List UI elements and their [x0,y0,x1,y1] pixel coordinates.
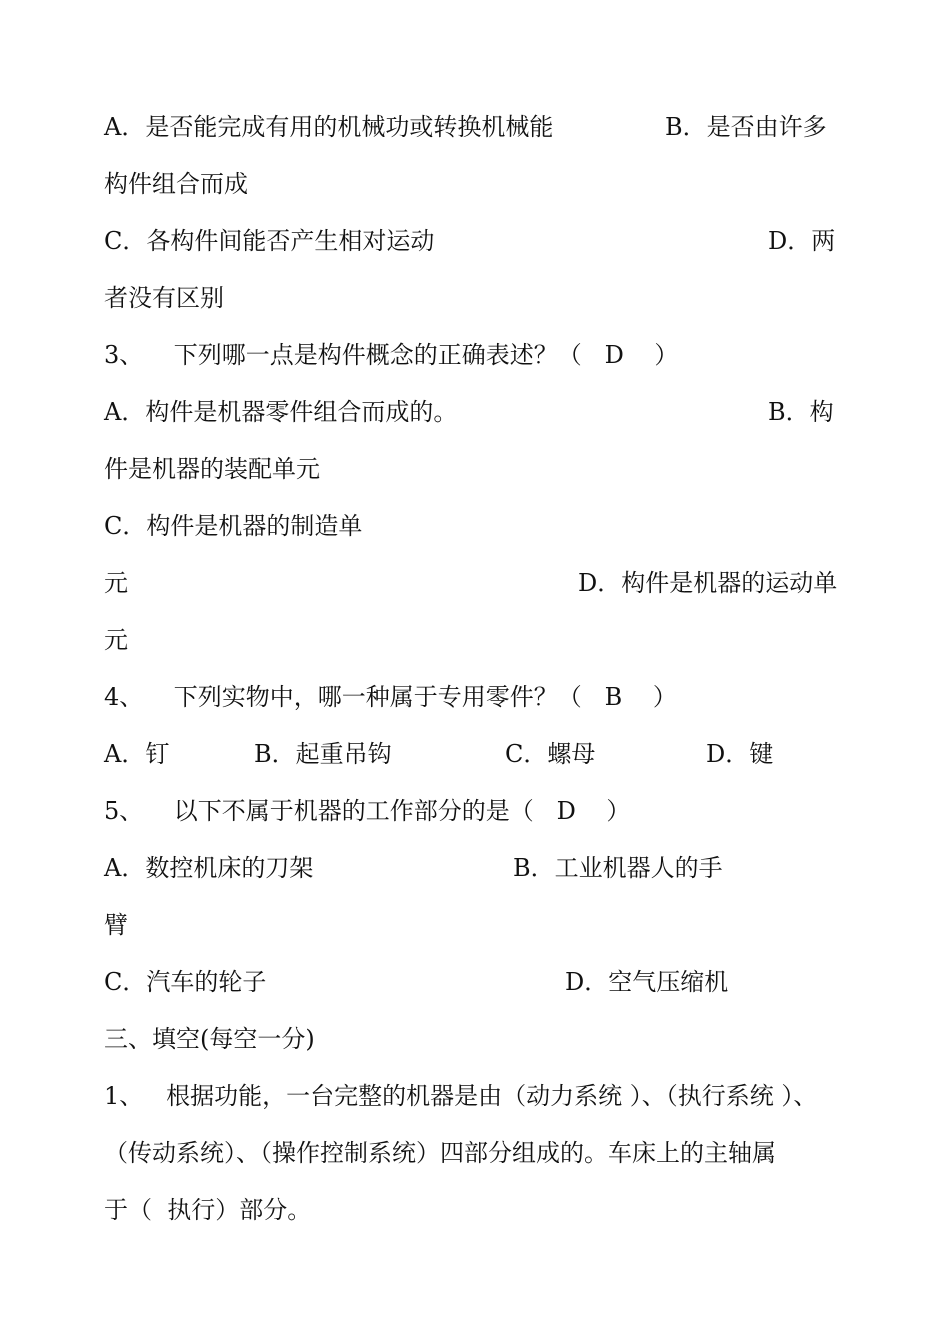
q3-option-d: D．构件是机器的运动单 [578,569,838,597]
fill-q1-line2: （传动系统）、（操作控制系统）四部分组成的。车床上的主轴属 [104,1139,776,1167]
q2-option-d: D．两 [768,227,836,255]
q3-option-b: B．构 [768,398,834,426]
q5-stem: 5、 以下不属于机器的工作部分的是（ D ） [104,797,631,825]
q4-option-d: D．键 [706,740,774,768]
q3-stem: 3、 下列哪一点是构件概念的正确表述？（ D ） [104,341,679,369]
q3-option-a: A．构件是机器零件组合而成的。 [104,398,458,426]
q5-option-c: C．汽车的轮子 [104,968,267,996]
q3-option-c-continued: 元 [104,569,128,597]
q4-stem: 4、 下列实物中，哪一种属于专用零件？（ B ） [104,683,677,711]
q4-option-a: A．钉 [104,740,170,768]
q3-option-c: C．构件是机器的制造单 [104,512,363,540]
q5-option-d: D．空气压缩机 [565,968,729,996]
q5-option-a: A．数控机床的刀架 [104,854,314,882]
q4-option-c: C．螺母 [505,740,596,768]
q2-option-c: C．各构件间能否产生相对运动 [104,227,435,255]
q4-option-b: B．起重吊钩 [254,740,392,768]
q3-option-d-continued: 元 [104,626,128,654]
section-heading: 三、填空(每空一分) [104,1025,315,1053]
q2-option-d-continued: 者没有区别 [104,284,224,312]
fill-q1-line1: 1、 根据功能，一台完整的机器是由（动力系统 ）、（执行系统 ）、 [104,1082,818,1110]
fill-q1-line3: 于（ 执行）部分。 [104,1196,312,1224]
q2-option-b: B．是否由许多 [665,113,827,141]
q5-option-b: B．工业机器人的手 [513,854,723,882]
q2-option-a: A．是否能完成有用的机械功或转换机械能 [104,113,554,141]
q5-option-b-continued: 臂 [104,911,128,939]
q3-option-b-continued: 件是机器的装配单元 [104,455,320,483]
q2-option-b-continued: 构件组合而成 [104,170,248,198]
